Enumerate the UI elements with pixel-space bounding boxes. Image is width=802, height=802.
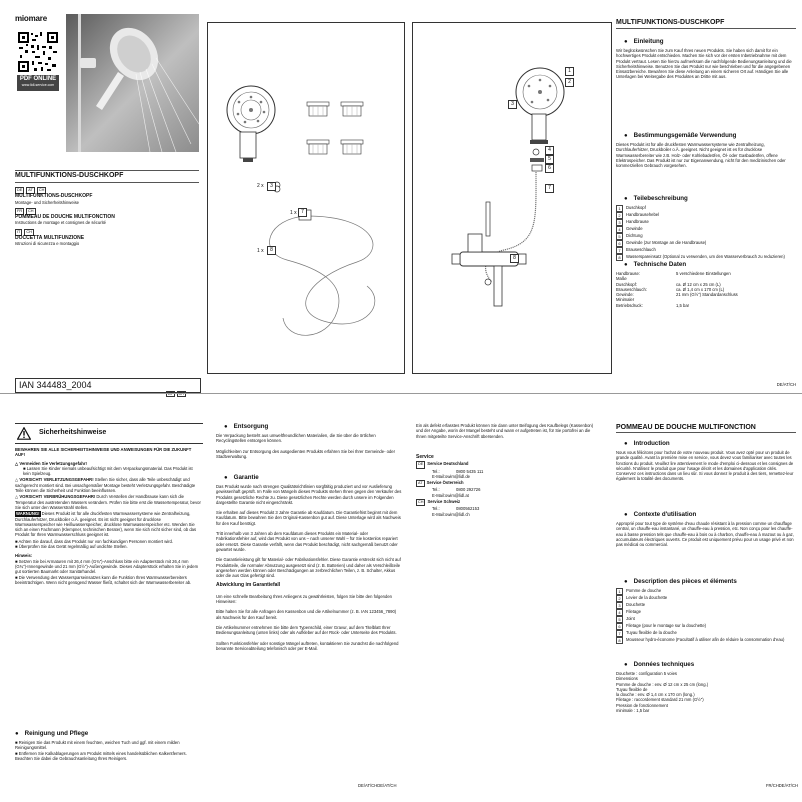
ian-number: IAN 344483_2004: [19, 380, 92, 390]
safety-header: [15, 423, 203, 444]
einleitung-text: Wir beglückwünschen Sie zum Kauf Ihres neuen Produkts. Sie haben sich damit für ein hochwertiges Produkt entschieden. Machen Sie sich vor der ersten Inbetriebnahme mit dem Produkt vertraut. Lesen Sie hierzu aufmerksam die nachfolgende Bedienungsanleitung und die Sicherheitshinweise. Benutzen Sie das Produkt nur wie beschrieben und für die angegebenen Einsatzbereiche. Bewahren Sie diese Anleitung an einem sicheren Ort auf. Händigen Sie alle Unterlagen bei Weitergabe des Produktes an Dritte mit aus.: [616, 48, 792, 80]
cover-languages: DE AT CH MULTIFUNKTIONS-DUSCHKOPF Montage- und Sicherheitshinweise FR CH POMMEAU DE DOUCHE MULTIFONCTION Instructions de montage et consignes de sécurité IT CH DOCCETTA MULTIFUNZIONE Istruzioni di sicurezza e montaggio: [15, 188, 115, 247]
service-intro: Ein als defekt erfasstes Produkt können Sie dann unter Beifügung des Kaufbelegs (Kassenbon) und der Angabe, worin der Mangel besteht und wann er aufgetreten ist, für Sie portofrei an die Ihnen mitgeteilte Service-Anschrift übersenden.: [416, 423, 594, 439]
safety-page: [15, 423, 205, 793]
diagram-callout: 8: [267, 246, 276, 255]
daten-table: Handbrause: 5 verschiedene Einstellungen Maße Duschkopf: ca. Ø 12 cm x 25 cm (L) Brauseschlauch: ca. Ø 1,4 cm x 170 cm (L) Gewinde: 21 mm (G½") Standardanschluss Minimaler Betriebsdruck: 1,5 bar: [616, 271, 738, 308]
fr-spec-page: [616, 423, 798, 793]
diagram-callout: 3: [508, 100, 517, 109]
cover-page: [0, 0, 200, 400]
contexte-heading: ● Contexte d'utilisation: [616, 511, 696, 519]
parts-overview-illustration: [207, 22, 403, 372]
donnees-heading: ● Données techniques: [616, 661, 694, 669]
de-page-footer: DE/AT/CH: [776, 382, 796, 387]
introduction-heading: ● Introduction: [616, 440, 670, 448]
diagram-callout: 3: [267, 182, 276, 191]
parts-diagram-page: [207, 22, 407, 400]
teile-heading: ● Teilebeschreibung: [616, 195, 688, 203]
fr-page-title: POMMEAU DE DOUCHE MULTIFONCTION: [616, 424, 756, 431]
diagram-callout: 1: [565, 67, 574, 76]
fr-page-footer: FR/CHDE/AT/CH: [765, 783, 798, 788]
qr-code: [17, 31, 59, 73]
service-page: [416, 423, 604, 793]
diagram-callout: 5: [545, 155, 554, 164]
donnees-list: Douchette : configuration 5 voies Dimensions Pomme de douche : env. Ø 12 cm x 25 cm (long.) Tuyau flexible de la douche : env. Ø 1,4 cm x 170 cm (long.) Filetage : raccordement standard 21 mm (G½") Pression de fonctionnement minimale : 1,5 bar: [616, 671, 709, 714]
qty-label-saver: 1 x: [257, 248, 264, 254]
cover-title: MULTIFUNKTIONS-DUSCHKOPF: [15, 172, 124, 179]
diagram-callout: 8: [510, 254, 519, 263]
reinigung-heading: ● Reinigung und Pflege: [7, 730, 88, 738]
assembly-diagram-page: [412, 22, 612, 400]
einleitung-heading: ● Einleitung: [616, 38, 664, 46]
pdf-online-badge: PDF ONLINE www.lidl-service.com: [17, 75, 59, 91]
diagram-callout: 7: [545, 184, 554, 193]
safety-body: BEWAHREN SIE ALLE SICHERHEITSHINWEISE UND ANWEISUNGEN FÜR DIE ZUKUNFT AUF! △ Vermeiden Sie Verletzungsgefahr! ■ Lassen Sie Kinder niemals unbeaufsichtigt mit dem Verpackungsmaterial. Das Produkt ist kein Spielzeug. △ VORSICHT! VERLETZUNGSGEFAHR! Stellen Sie sicher, dass alle Teile unbeschädigt und sachgerecht montiert sind. Bei unsachgemäßer Montage besteht Verletzungsgefahr. Beschädigte Teile können die Sicherheit und Funktion beeinflussen. △ VORSICHT! VERBRÜHUNGSGEFAHR! Durch Verstellen der Handbrause kann sich die Temperatur des austretenden Wassers verändern. Prüfen Sie bitte erst die Wassertemperatur, bevor Sie sich unter den Wasserstrahl stellen. WARNUNG! Dieses Produkt ist für alle druckfesten Warmwassersysteme wie Zentralheizung, Durchlauferhitzer, Druckboiler o.Ä. geeignet. Es ist nicht geeignet für drucklose Warmwasserspeicher wie Heißwasserspeicher, drucklose Warmwasserspeicher etc. Wenden Sie sich an einen Fachmann (Klempner, technischen Berater), wenn Sie sich nicht sicher sind, ob das Produkt für Ihren Warmwasserschluss geeignet ist. ■ Achten Sie darauf, dass das Produkt nur von fachkundigen Personen montiert wird. ■ Überprüfen Sie das Gerät regelmäßig auf undichte Stellen. Hinweis: ■ Setzen Sie bei Armaturen mit 26,4 mm (G¾")-Anschluss bitte ein Adapterstück mit 26,4 mm (G¾")-Innengewinde und 21 mm (G½")-Außengewinde. Dieses Adapterstück erhalten Sie in jedem gut sortierten Baumarkt oder Sanitärhandel. ■ Die Verwendung des Wassersparseinsatzes kann die Funktion Ihres Warmwasserbereiters beeinträchtigen. Wenn nicht genügend Wasser fließt, schaltet sich der Warmwasserbereiter ab.: [15, 447, 201, 585]
brand-logo: miomare: [15, 14, 47, 23]
cover-photo: [66, 14, 199, 152]
diagram-callout: 7: [298, 208, 307, 217]
qty-label-seals: 2 x: [257, 183, 264, 189]
introduction-text: Nous vous félicitons pour l'achat de votre nouveau produit. Vous avez opté pour un produit de grande qualité. Avant la première mise en service, vous devez vous familiariser avec toutes les fonctions du produit. Veuillez lire attentivement le mode d'emploi ci-dessous et les consignes de sécurité. N'utilisez le produit que pour l'usage décrit et les domaines d'application cités. Conservez ces instructions dans un lieu sûr. Si vous donnez le produit à des tiers, remettez-leur également la totalité des documents.: [616, 450, 794, 482]
bestimmung-text: Dieses Produkt ist für alle druckfesten Warmwassersysteme wie Zentralheizung, Durchlauferhitzer, Druckboiler o.Ä. geeignet. Nicht geeignet ist es für drucklose Warmwasserbereiter wie z.B. Holz- oder Kohlebadeöfen, Öl- oder Gasbadeöfen, offene Elektrospeicher. Das Produkt ist nur zur Eigenanwendung, nicht für den medizinischen oder kommerziellen Gebrauch vorgesehen.: [616, 142, 786, 169]
garantie-heading: ● Garantie: [216, 474, 259, 482]
diagram-callout: 4: [545, 146, 554, 155]
qty-label-hose: 1 x: [290, 210, 297, 216]
safety-title: Sicherheitshinweise: [39, 429, 107, 436]
assembly-illustration: [412, 22, 610, 372]
contexte-text: Approprié pour tout type de système d'eau chaude résistant à la pression comme un chauffage central, un chauffe-eau instantané, un chauffe-eau à pression, etc. Non conçu pour les chauffe-eau à basse pression tels que chauffe-eau à bois ou à charbon, chauffe-eau à mazout ou à gaz, accumulateurs électriques ouverts. Ce produit est uniquement prévu pour un usage privé et non pas médical ou commercial.: [616, 521, 794, 548]
garantie-text: Das Produkt wurde nach strengen Qualitätsrichtlinien sorgfältig produziert und vor Auslieferung gewissenhaft geprüft. Im Falle von Mängeln dieses Produkts stehen Ihnen gegen den Verkäufer des Produkts gesetzliche Rechte zu. Diese gesetzlichen Rechte werden durch unsere im Folgenden dargestellte Garantie nicht eingeschränkt. Sie erhalten auf dieses Produkt 3 Jahre Garantie ab Kaufdatum. Die Garantiefrist beginnt mit dem Kaufdatum. Bitte bewahren Sie den Original-Kassenbon gut auf. Diese Unterlage wird als Nachweis für den Kauf benötigt. Tritt innerhalb von 3 Jahren ab dem Kaufdatum dieses Produkts ein Material- oder Fabrikationsfehler auf, wird das Produkt von uns – nach unserer Wahl – für Sie kostenlos repariert oder ersetzt. Diese Garantie verfällt, wenn das Produkt beschädigt, nicht sachgemäß benutzt oder gewartet wurde. Die Garantieleistung gilt für Material- oder Fabrikationsfehler. Diese Garantie erstreckt sich nicht auf Produktteile, die normaler Abnutzung ausgesetzt sind (z. B. Batterien) und daher als Verschleißteile angesehen werden können oder Beschädigungen an zerbrechlichen Teilen, z. B. Schalter, Akkus oder die aus Glas gefertigt sind. Abwicklung im Garantiefall Um eine schnelle Bearbeitung Ihres Anliegens zu gewährleisten, folgen Sie bitte den folgenden Hinweisen: Bitte halten Sie für alle Anfragen den Kassenbon und die Artikelnummer (z. B. IAN 123456_7890) als Nachweis für den Kauf bereit. Die Artikelnummer entnehmen Sie bitte dem Typenschild, einer Gravur, auf dem Titelblatt Ihrer Bedienungsanleitung (unten links) oder als Aufkleber auf der Rück- oder Unterseite des Produkts. Sollten Funktionsfehler oder sonstige Mängel auftreten, kontaktieren Sie zunächst die nachfolgend benannte Serviceabteilung telefonisch oder per E-Mail.: [216, 484, 402, 651]
teile-list: 1 Duschkopf 2 Handbrausehebel 3 Handbrause 4 Gewinde 5 Dichtung 6 Gewinde (zur Montage an die Handbrause) 7 Brauseschlauch 8 Wasserspareinsatz (Optional zu verwenden, um den Wasserverbrauch zu reduzieren): [616, 205, 794, 261]
reinigung-text: ■ Reinigen Sie das Produkt mit einem feuchten, weichen Tuch und ggf. mit einem milden Reinigungsmittel. ■ Entfernen Sie Kalkablagerungen am Produkt mittels eines handelsüblichen Kalkentferners. Beachten Sie dabei die Gebrauchsanleitung Ihres Reinigers.: [15, 740, 187, 761]
description-heading: ● Description des pièces et éléments: [616, 578, 737, 586]
diagram-callout: 2: [565, 78, 574, 87]
entsorgung-text: Die Verpackung besteht aus umweltfreundlichen Materialien, die Sie über die örtlichen Recyclingstellen entsorgen können. Möglichkeiten zur Entsorgung des ausgedienten Produkts erfahren Sie bei Ihrer Gemeinde- oder Stadtverwaltung.: [216, 433, 396, 459]
ian-box: IAN 344483_2004 AT CH: [15, 378, 201, 393]
middle-footer: DE/AT/CHDE/AT/CH: [358, 783, 397, 788]
service-list: Service DE Service Deutschland Tel.: 0800 5435 111 E-Mail: owim@lidl.de AT Service Österreich Tel.: 0800 292726 E-Mail: owim@lidl.at CH Service Schweiz Tel.: 0800562153 E-Mail: owim@lidl.ch: [416, 454, 484, 517]
warranty-page: [216, 423, 406, 793]
entsorgung-heading: ● Entsorgung: [216, 423, 268, 431]
diagram-callout: 6: [545, 164, 554, 173]
description-list: 1 Pomme de douche 2 Levier de la douchette 3 Douchette 4 Filetage 5 Joint 6 Filetage (pour le montage sur la douchette) 7 Tuyau flexible de la douche 8 Mousseur hydro-économe (Facultatif à utiliser afin de réduire la consommation d'eau): [616, 588, 794, 644]
de-page-title: MULTIFUNKTIONS-DUSCHKOPF: [616, 19, 725, 26]
bestimmung-heading: ● Bestimmungsgemäße Verwendung: [616, 132, 736, 140]
warning-triangle-icon: [17, 427, 31, 440]
de-spec-page: [616, 18, 798, 390]
daten-heading: ● Technische Daten: [616, 261, 686, 269]
